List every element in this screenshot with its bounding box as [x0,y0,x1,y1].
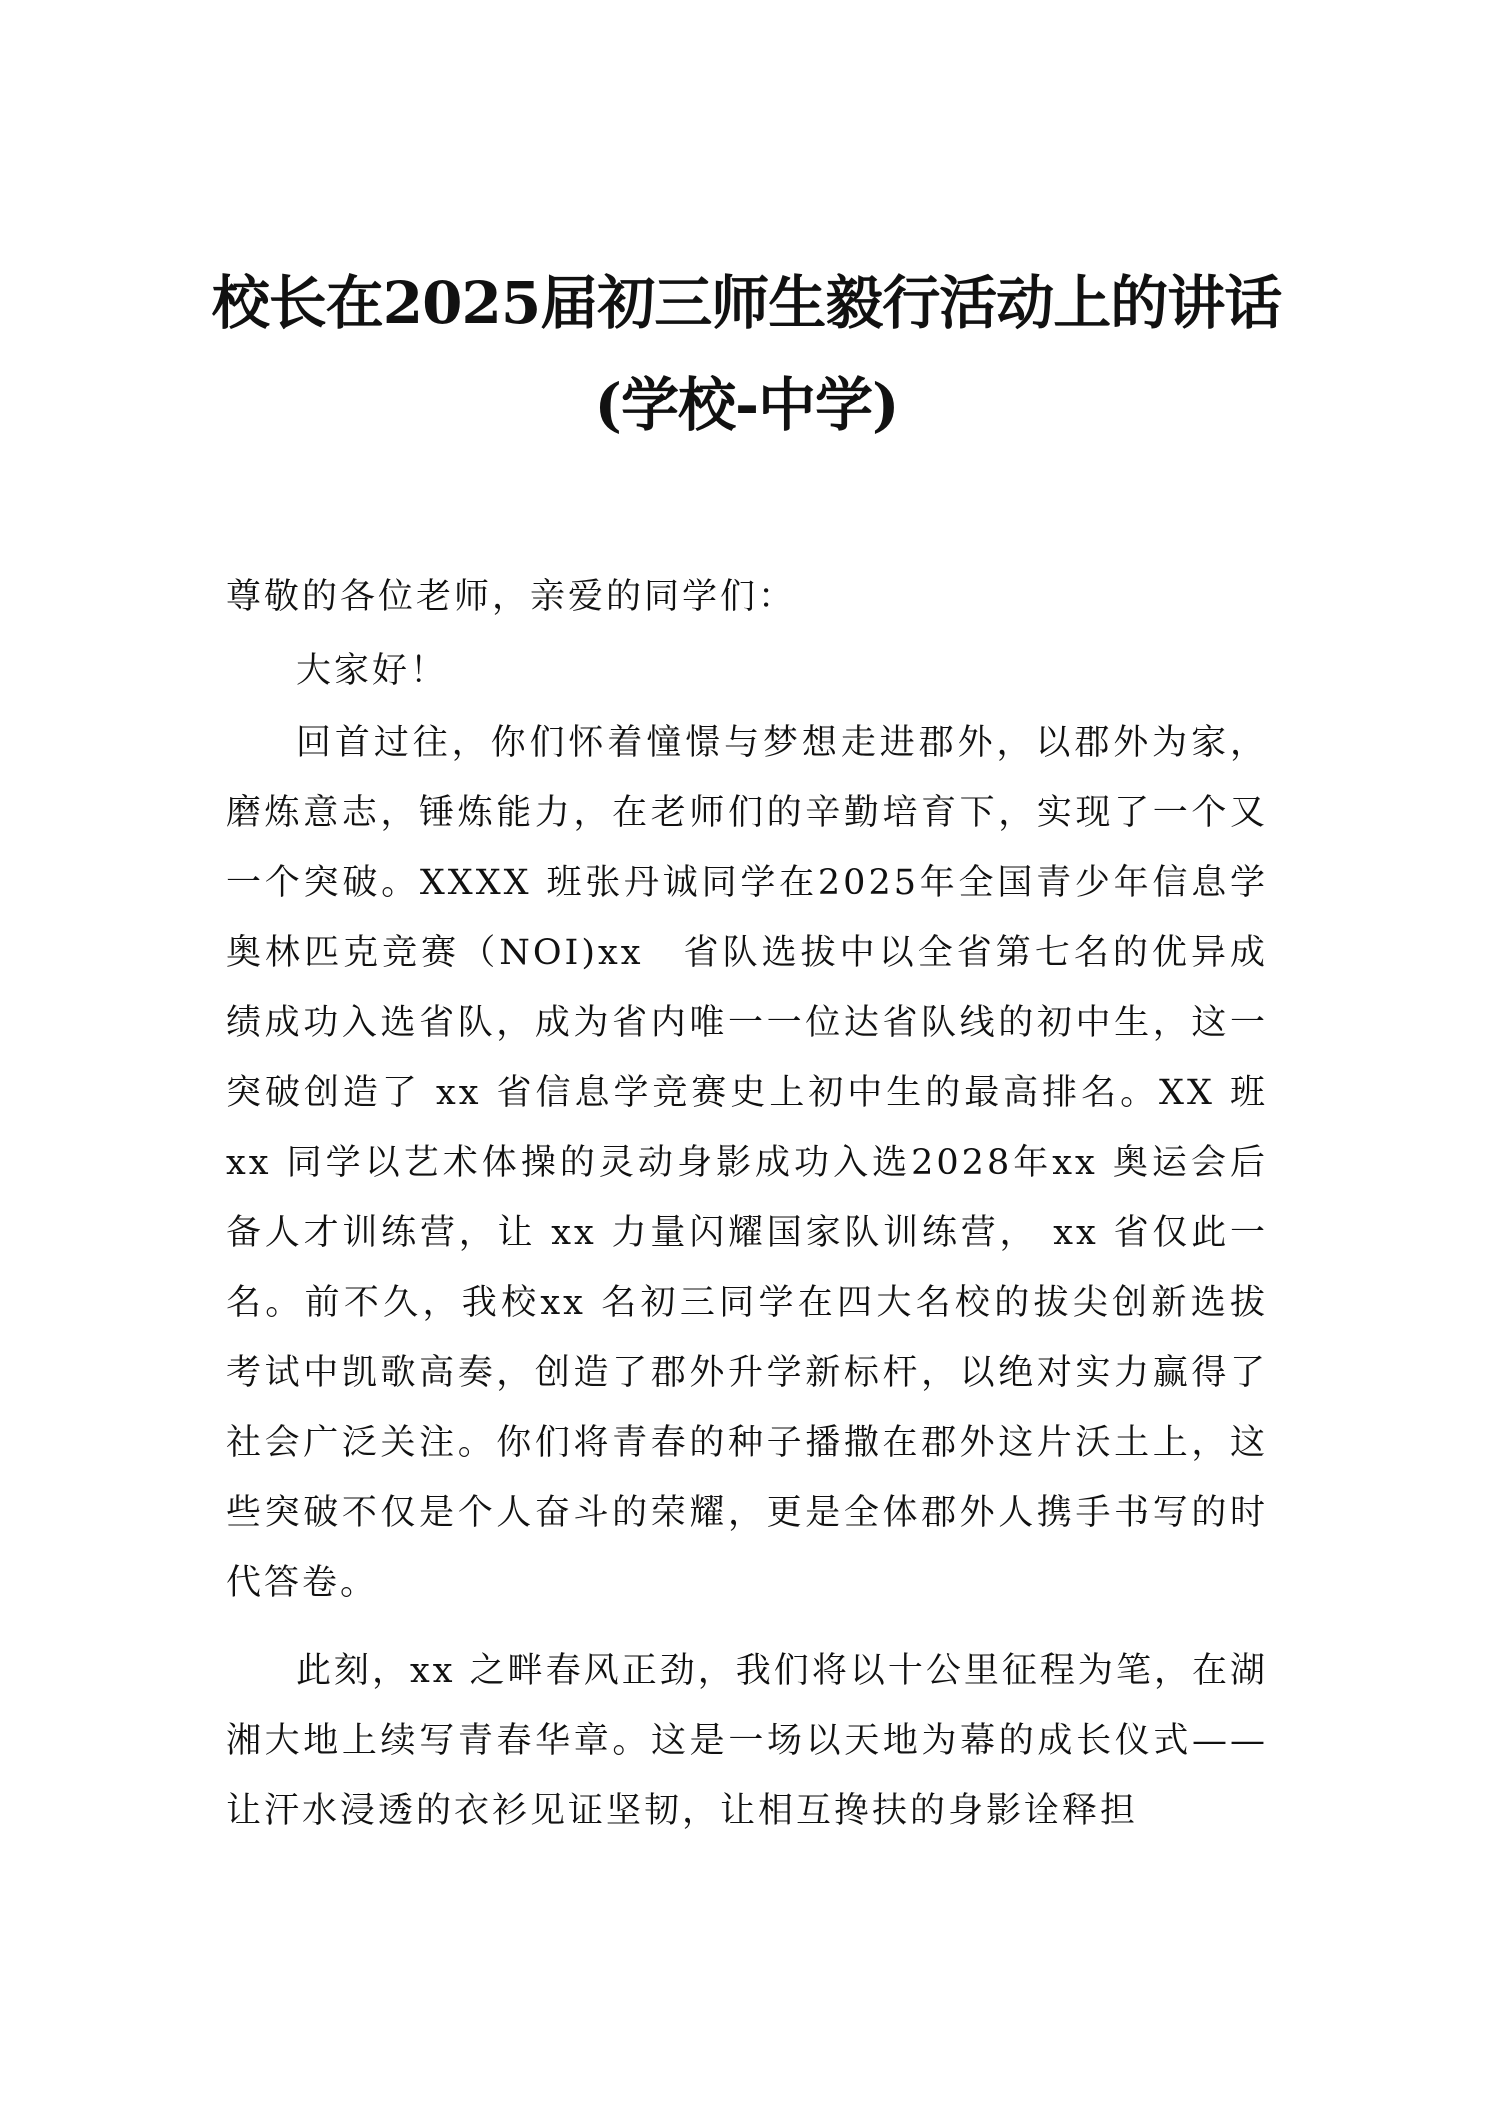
document-body [226,560,1268,1846]
document-title [150,252,1343,456]
paragraph-2: 此刻，xx 之畔春风正劲，我们将以十公里征程为笔，在湖湘大地上续写青春华章。这是一场以天地为幕的成长仪式——让汗水浸透的衣衫见证坚韧，让相互搀扶的身影诠释担 [226,1651,1268,1831]
greeting: 大家好！ [296,651,449,691]
title-line-1: 校长在2025届初三师生毅行活动上的讲话 [211,269,1282,337]
title-line-2: (学校-中学) [594,371,899,439]
paragraph-1: 回首过往，你们怀着憧憬与梦想走进郡外，以郡外为家，磨炼意志，锤炼能力，在老师们的辛勤培育下，实现了一个又一个突破。XXXX 班张丹诚同学在2025年全国青少年信息学奥林匹克竞赛（NOI)xx 省队选拔中以全省第七名的优异成绩成功入选省队，成为省内唯一一位达省队线的初中生，这一突破创造了 xx 省信息学竞赛史上初中生的最高排名。XX 班 xx 同学以艺术体操的灵动身影成功入选2028年xx 奥运会后备人才训练营，让 xx 力量闪耀国家队训练营， xx 省仅此一名。前不久，我校xx 名初三同学在四大名校的拔尖创新选拔考试中凯歌高奏，创造了郡外升学新标杆，以绝对实力赢得了社会广泛关注。你们将青春的种子播撒在郡外这片沃土上，这些突破不仅是个人奋斗的荣耀，更是全体郡外人携手书写的时代答卷。 [226,723,1268,1603]
salutation: 尊敬的各位老师，亲爱的同学们： [226,577,797,617]
